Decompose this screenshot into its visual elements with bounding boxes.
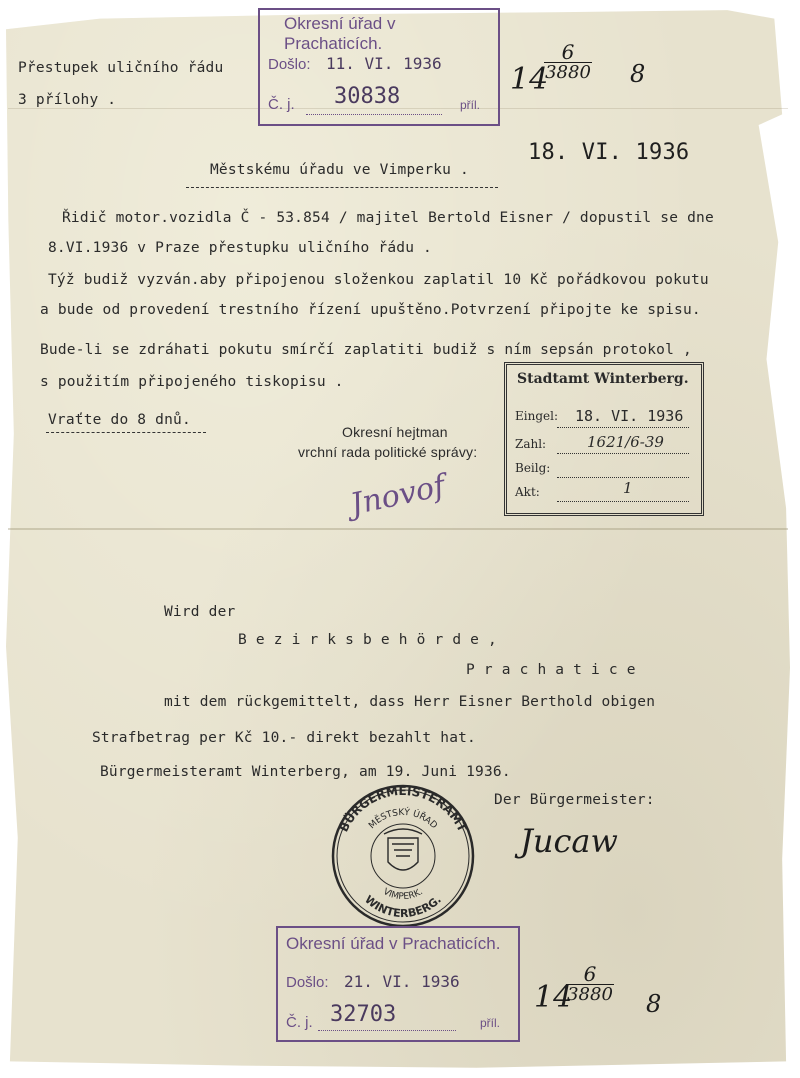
stamp-date: 11. VI. 1936 <box>326 54 442 73</box>
top-received-stamp <box>258 8 500 126</box>
file-ref-suffix: 8 <box>630 60 646 88</box>
bottom-file-ref-numerator: 6 <box>583 962 597 986</box>
body-line-1: Řidič motor.vozidla Č - 53.854 / majitel Bertold Eisner / dopustil se dne <box>62 210 714 226</box>
return-note: Vraťte do 8 dnů. <box>48 412 191 428</box>
bottom-stamp-title: Okresní úřad v Prachaticích. <box>286 934 501 953</box>
municipal-seal <box>328 784 478 928</box>
bottom-file-ref-fraction <box>566 964 614 1005</box>
bottom-stamp-date: 21. VI. 1936 <box>344 972 460 991</box>
body-line-3: Týž budiž vyzván.aby připojenou složenkou zaplatil 10 Kč pořádkovou pokutu <box>48 272 709 288</box>
bottom-stamp-cj-label: Č. j. <box>286 1014 313 1031</box>
coat-of-arms-icon <box>384 829 422 870</box>
stadtamt-eingel-label: Eingel: <box>515 409 558 423</box>
german-line-2: B e z i r k s b e h ö r d e , <box>238 632 497 648</box>
bottom-file-ref-main: 14 <box>534 980 573 1015</box>
subject-line-2: 3 přílohy . <box>18 92 117 108</box>
fold-line-middle <box>8 528 788 530</box>
stadtamt-stamp <box>504 362 704 516</box>
file-ref-main: 14 <box>510 62 549 97</box>
bottom-file-ref-suffix: 8 <box>646 990 662 1018</box>
seal-outer-bottom: WINTERBERG. <box>362 892 444 921</box>
stadtamt-akt-label: Akt: <box>515 485 540 499</box>
body-line-4: a bude od provedení trestního řízení upuštěno.Potvrzení připojte ke spisu. <box>40 302 701 318</box>
stadtamt-date: 18. VI. 1936 <box>575 407 684 425</box>
stamp-number: 30838 <box>334 84 401 109</box>
german-line-5: Strafbetrag per Kč 10.- direkt bezahlt hat. <box>92 730 476 746</box>
body-line-2: 8.VI.1936 v Praze přestupku uličního řádu . <box>48 240 432 256</box>
file-ref-numerator: 6 <box>561 40 575 64</box>
signatory-title: Okresní hejtman <box>342 424 448 440</box>
return-note-underline <box>46 432 206 433</box>
bottom-stamp-number: 32703 <box>330 1002 397 1027</box>
signatory-rank: vrchní rada politické správy: <box>298 444 478 460</box>
german-line-6: Bürgermeisteramt Winterberg, am 19. Juni 1936. <box>100 764 511 780</box>
stadtamt-title: Stadtamt Winterberg. <box>517 371 689 387</box>
stadtamt-beilg-label: Beilg: <box>515 461 551 475</box>
file-ref-fraction <box>544 42 592 83</box>
bottom-file-ref-denominator: 3880 <box>567 984 613 1005</box>
seal-inner-top: MĚSTSKÝ ÚŘAD <box>367 807 439 832</box>
signatory-signature: Jnovof <box>347 468 449 523</box>
bottom-stamp-pril-label: příl. <box>480 1016 501 1030</box>
stamp-office-title: Okresní úřad v Prachaticích. <box>284 14 396 53</box>
german-line-1: Wird der <box>164 604 236 620</box>
body-line-5: Bude-li se zdráhati pokutu smírčí zaplatiti budiž s ním sepsán protokol , <box>40 342 692 358</box>
stadtamt-akt-value: 1 <box>623 479 633 497</box>
stamp-pril-label: příl. <box>460 98 481 112</box>
date-stamp: 18. VI. 1936 <box>528 140 690 165</box>
file-ref-denominator: 3880 <box>545 62 591 83</box>
mayor-signature: Jucaw <box>520 822 618 860</box>
bottom-stamp-doslo-label: Došlo: <box>286 974 329 991</box>
stadtamt-zahl-label: Zahl: <box>515 437 547 451</box>
stamp-doslo-label: Došlo: <box>268 56 311 73</box>
seal-inner-bottom: VIMPERK. <box>381 886 425 903</box>
german-line-3: P r a c h a t i c e <box>466 662 636 678</box>
german-line-4: mit dem rückgemittelt, dass Herr Eisner Berthold obigen <box>164 694 656 710</box>
addressee-underline <box>186 187 498 188</box>
addressee-line: Městskému úřadu ve Vimperku . <box>210 162 469 178</box>
subject-line-1: Přestupek uličního řádu <box>18 60 224 76</box>
bottom-received-stamp <box>276 926 520 1042</box>
mayor-title: Der Bürgermeister: <box>494 792 655 808</box>
stadtamt-number: 1621/6-39 <box>587 433 664 451</box>
body-line-6: s použitím připojeného tiskopisu . <box>40 374 344 390</box>
seal-outer-top: BÜRGERMEISTERAMT <box>336 784 470 835</box>
stamp-cj-label: Č. j. <box>268 96 295 113</box>
